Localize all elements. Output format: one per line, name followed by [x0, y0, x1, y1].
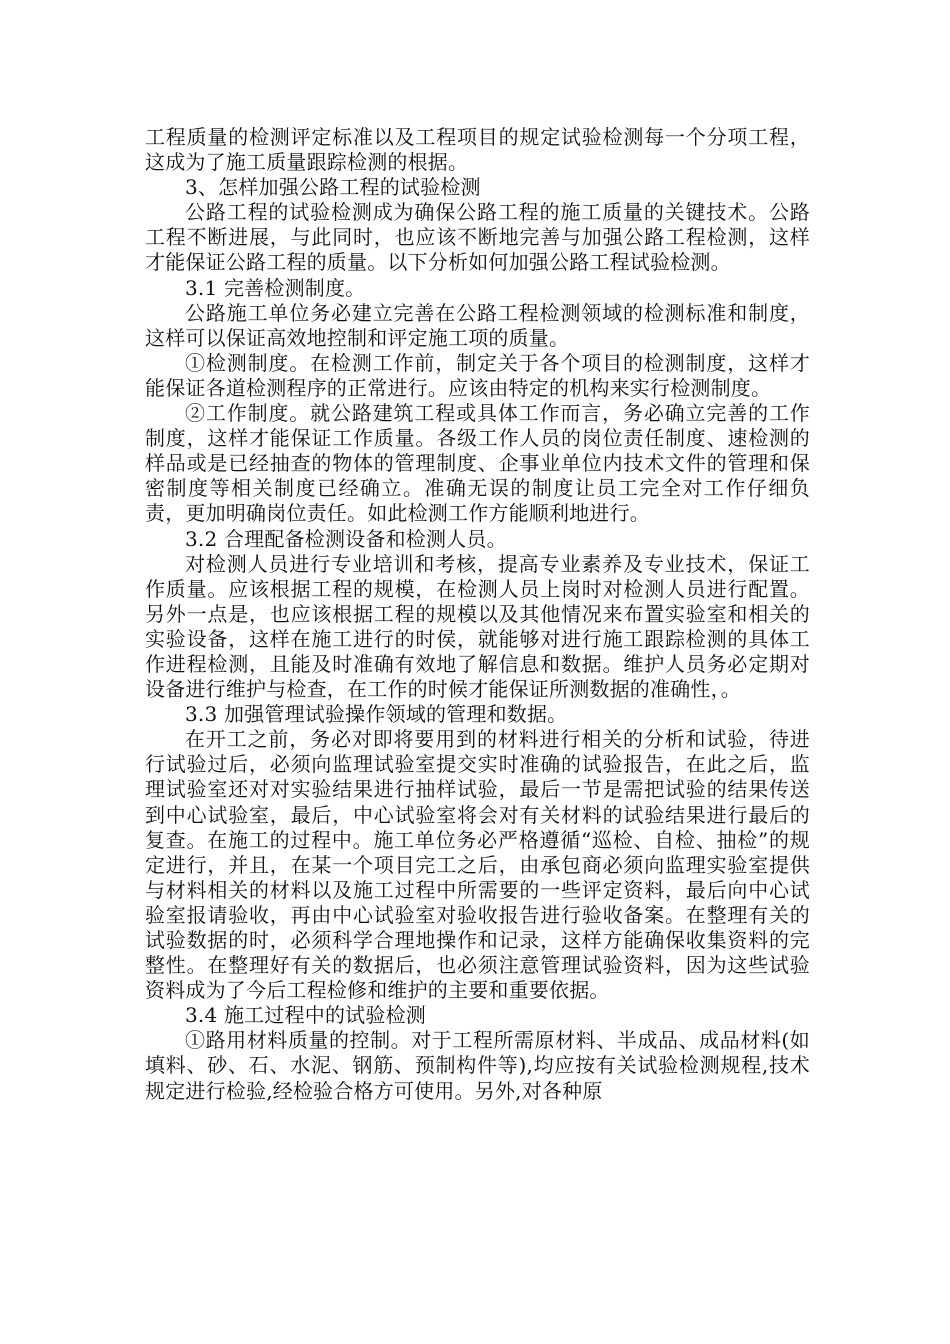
paragraph: ①检测制度。在检测工作前，制定关于各个项目的检测制度，这样才能保证各道检测程序的正常进行。应该由特定的机构来实行检测制度。	[145, 350, 810, 400]
paragraph: ②工作制度。就公路建筑工程或具体工作而言，务必确立完善的工作制度，这样才能保证工作质量。各级工作人员的岗位责任制度、速检测的样品或是已经抽查的物体的管理制度、企事业单位内技术文件的管理和保密制度等相关制度已经确立。准确无误的制度让员工完全对工作仔细负责，更加明确岗位责任。如此检测工作方能顺利地进行。	[145, 401, 810, 526]
document-body	[145, 125, 810, 1104]
subsection-heading-3-1: 3.1 完善检测制度。	[185, 275, 366, 300]
section-heading-3: 3、怎样加强公路工程的试验检测	[185, 175, 481, 200]
subsection-heading-3-4: 3.4 施工过程中的试验检测	[185, 1003, 426, 1028]
subsection-heading-3-2: 3.2 合理配备检测设备和检测人员。	[185, 526, 507, 551]
subsection-heading-3-3: 3.3 加强管理试验操作领域的管理和数据。	[185, 702, 568, 727]
paragraph-continued: 工程质量的检测评定标准以及工程项目的规定试验检测每一个分项工程，这成为了施工质量跟踪检测的根据。	[145, 125, 810, 175]
paragraph: 对检测人员进行专业培训和考核，提高专业素养及专业技术，保证工作质量。应该根据工程的规模，在检测人员上岗时对检测人员进行配置。另外一点是，也应该根据工程的规模以及其他情况来布置实验室和相关的实验设备，这样在施工进行的时侯，就能够对进行施工跟踪检测的具体工作进程检测，且能及时准确有效地了解信息和数据。维护人员务必定期对设备进行维护与检查，在工作的时候才能保证所测数据的准确性，。	[145, 551, 810, 702]
paragraph: 公路施工单位务必建立完善在公路工程检测领域的检测标准和制度，这样可以保证高效地控制和评定施工项的质量。	[145, 300, 810, 350]
paragraph: ①路用材料质量的控制。对于工程所需原材料、半成品、成品材料(如填料、砂、石、水泥、钢筋、预制构件等),均应按有关试验检测规程,技术规定进行检验,经检验合格方可使用。另外,对各种原	[145, 1028, 810, 1103]
paragraph: 公路工程的试验检测成为确保公路工程的施工质量的关键技术。公路工程不断进展，与此同时，也应该不断地完善与加强公路工程检测，这样才能保证公路工程的质量。以下分析如何加强公路工程试验检测。	[145, 200, 810, 275]
paragraph: 在开工之前，务必对即将要用到的材料进行相关的分析和试验，待进行试验过后，必须向监理试验室提交实时准确的试验报告，在此之后，监理试验室还对对实验结果进行抽样试验，最后一节是需把试验的结果传送到中心试验室，最后，中心试验室将会对有关材料的试验结果进行最后的复查。在施工的过程中。施工单位务必严格遵循“巡检、自检、抽检”的规定进行，并且，在某一个项目完工之后，由承包商必须向监理实验室提供与材料相关的材料以及施工过程中所需要的一些评定资料，最后向中心试验室报请验收，再由中心试验室对验收报告进行验收备案。在整理有关的试验数据的时，必须科学合理地操作和记录，这样方能确保收集资料的完整性。在整理好有关的数据后，也必须注意管理试验资料，因为这些试验资料成为了今后工程检修和维护的主要和重要依据。	[145, 727, 810, 1003]
